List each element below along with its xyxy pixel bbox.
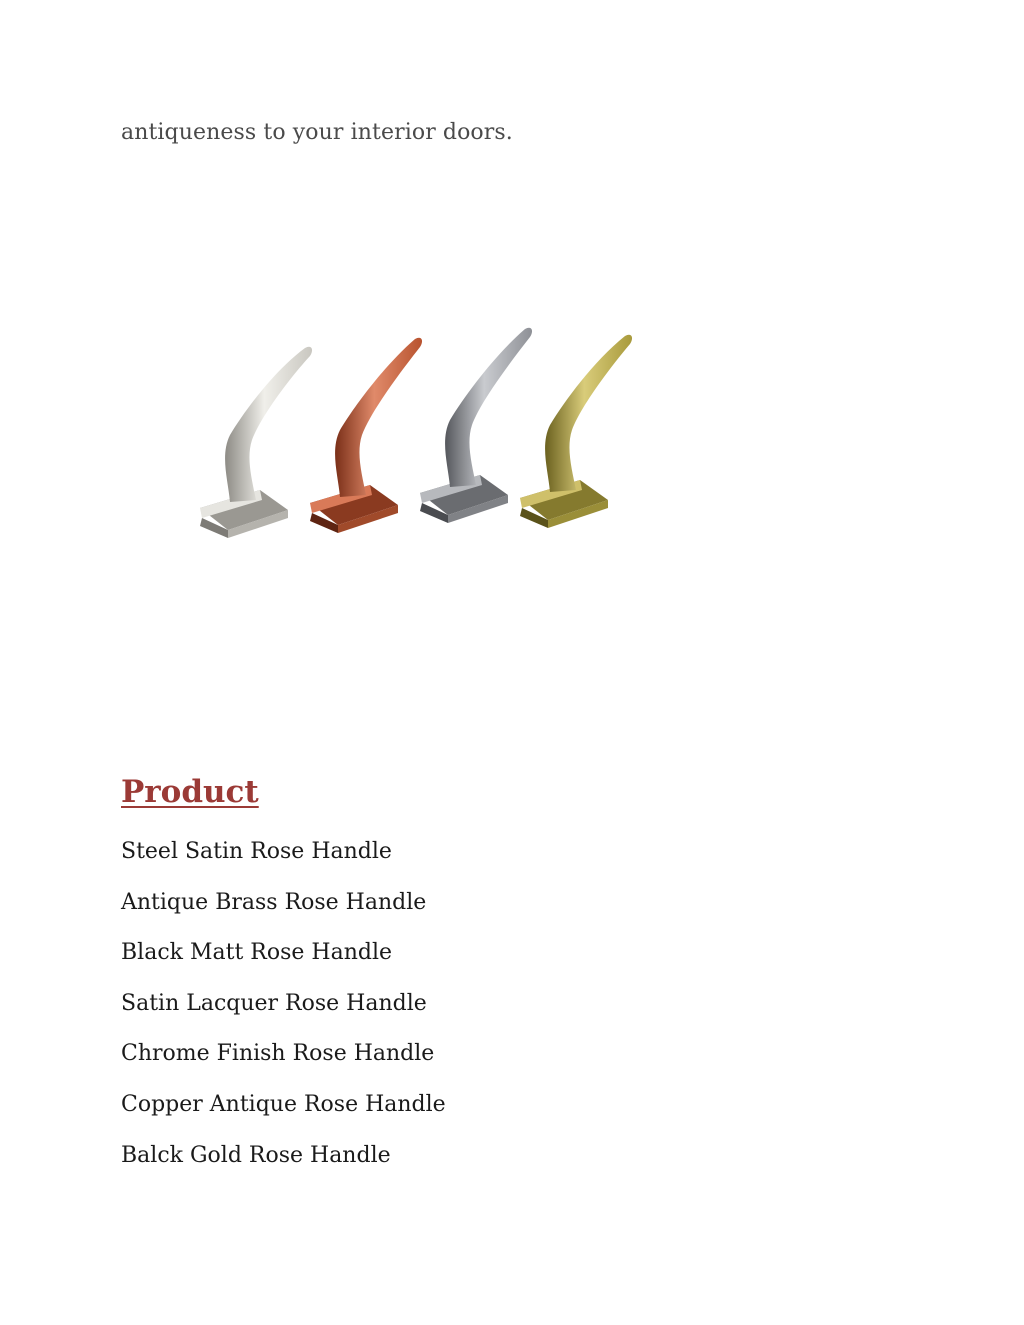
product-item-black-gold: Balck Gold Rose Handle [121, 1142, 391, 1168]
handle-steel-satin [200, 347, 312, 538]
handle-grey [420, 328, 532, 523]
product-item-chrome-finish: Chrome Finish Rose Handle [121, 1041, 435, 1067]
product-item-antique-brass: Antique Brass Rose Handle [121, 889, 427, 915]
product-list [121, 836, 446, 1190]
product-item-satin-lacquer: Satin Lacquer Rose Handle [121, 990, 427, 1016]
handle-copper [310, 338, 422, 533]
intro-text: antiqueness to your interior doors. [121, 120, 513, 145]
rose-handles-image [180, 300, 660, 570]
product-item-black-matt: Black Matt Rose Handle [121, 940, 393, 966]
product-heading: Product [121, 774, 259, 810]
handle-brass [520, 335, 632, 528]
product-item-copper-antique: Copper Antique Rose Handle [121, 1091, 446, 1117]
product-item-steel-satin: Steel Satin Rose Handle [121, 839, 392, 864]
